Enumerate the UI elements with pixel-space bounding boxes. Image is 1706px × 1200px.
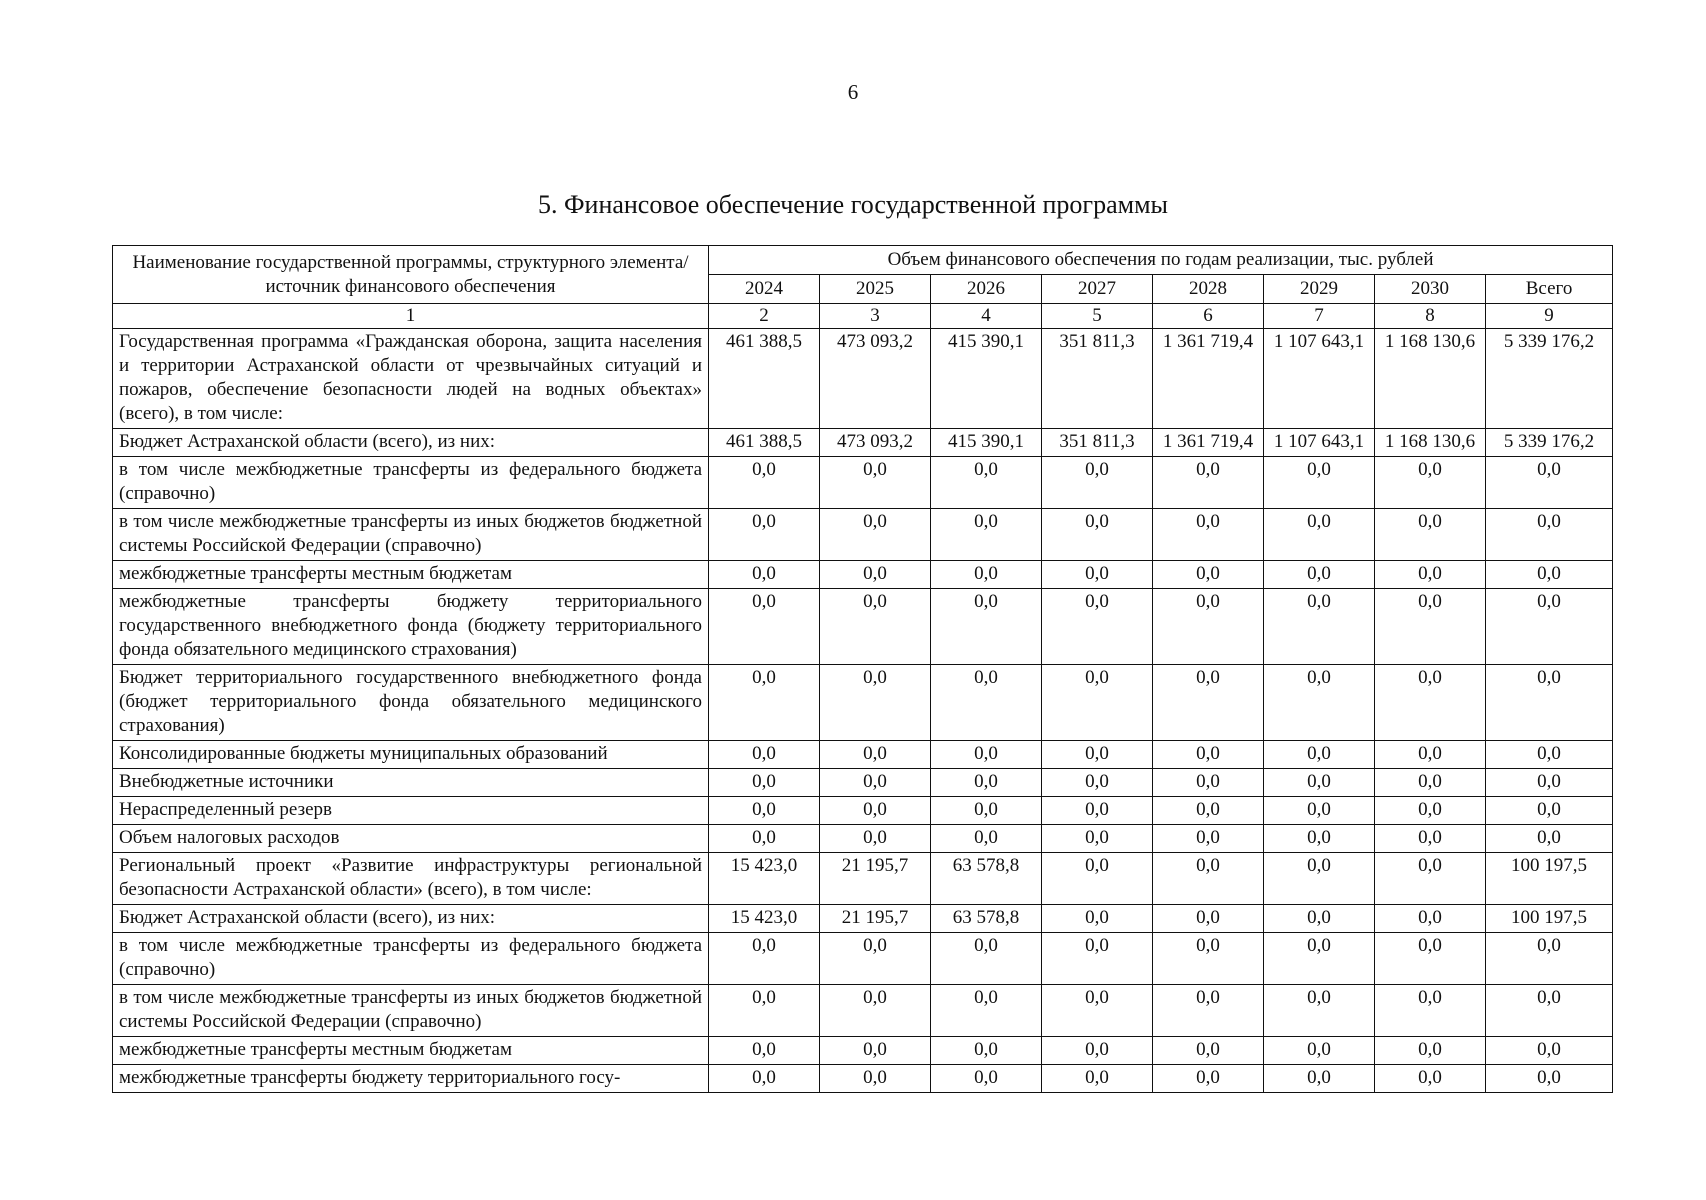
row-value-cell: 21 195,7 [820,905,931,933]
row-total-cell: 0,0 [1486,741,1613,769]
section-title: 5. Финансовое обеспечение государственной программы [537,190,1169,219]
row-value-cell: 0,0 [1042,1037,1153,1065]
row-value-cell: 0,0 [820,825,931,853]
row-value-cell: 0,0 [1042,825,1153,853]
row-total-cell: 5 339 176,2 [1486,329,1613,429]
row-value-cell: 473 093,2 [820,429,931,457]
table-header [113,246,1613,304]
row-value-cell: 0,0 [1375,797,1486,825]
row-value-cell: 0,0 [709,665,820,741]
row-label: межбюджетные трансферты бюджету территориального государственного внебюджетного фонда (бюджету территориального фонда обязательного медицинского страхования) [113,589,709,665]
row-value-cell: 0,0 [1264,457,1375,509]
row-value-cell: 0,0 [931,457,1042,509]
table-row [113,1065,1613,1093]
row-value-cell: 0,0 [1042,509,1153,561]
row-value-cell: 0,0 [931,1065,1042,1093]
row-total-cell: 0,0 [1486,665,1613,741]
row-value-cell: 461 388,5 [709,429,820,457]
row-value-cell: 21 195,7 [820,853,931,905]
row-value-cell: 0,0 [1264,985,1375,1037]
table-row [113,825,1613,853]
row-value-cell: 15 423,0 [709,905,820,933]
column-number: 1 [113,304,709,329]
row-value-cell: 0,0 [931,769,1042,797]
row-value-cell: 351 811,3 [1042,329,1153,429]
row-value-cell: 0,0 [1153,1037,1264,1065]
table-row [113,769,1613,797]
row-value-cell: 1 107 643,1 [1264,429,1375,457]
row-value-cell: 0,0 [709,985,820,1037]
row-value-cell: 0,0 [1042,985,1153,1037]
table-body [113,304,1613,1093]
row-value-cell: 0,0 [1264,797,1375,825]
column-number-row [113,304,1613,329]
table-row [113,665,1613,741]
funding-volume-header: Объем финансового обеспечения по годам реализации, тыс. рублей [709,246,1613,275]
row-value-cell: 0,0 [1153,797,1264,825]
row-value-cell: 0,0 [1264,589,1375,665]
row-label: Государственная программа «Гражданская оборона, защита населения и территории Астраханской области от чрезвычайных ситуаций и пожаров, обеспечение безопасности людей на водных объектах» (всего), в том числе: [113,329,709,429]
row-value-cell: 0,0 [1264,905,1375,933]
row-value-cell: 0,0 [1375,985,1486,1037]
row-value-cell: 0,0 [709,797,820,825]
year-header: 2030 [1375,275,1486,304]
row-value-cell: 0,0 [931,797,1042,825]
row-value-cell: 63 578,8 [931,905,1042,933]
row-value-cell: 0,0 [1153,769,1264,797]
page-number: 6 [847,80,859,104]
row-value-cell: 0,0 [1042,905,1153,933]
total-header: Всего [1486,275,1613,304]
row-value-cell: 0,0 [1153,853,1264,905]
row-value-cell: 0,0 [820,985,931,1037]
row-value-cell: 0,0 [1042,797,1153,825]
year-header: 2028 [1153,275,1264,304]
column-number: 2 [709,304,820,329]
table-row [113,797,1613,825]
row-value-cell: 1 361 719,4 [1153,429,1264,457]
row-total-cell: 5 339 176,2 [1486,429,1613,457]
table-row [113,985,1613,1037]
row-value-cell: 0,0 [709,457,820,509]
row-label: Региональный проект «Развитие инфраструктуры региональной безопасности Астраханской области» (всего), в том числе: [113,853,709,905]
table-row [113,1037,1613,1065]
row-value-cell: 0,0 [1375,905,1486,933]
row-value-cell: 0,0 [931,825,1042,853]
row-value-cell: 0,0 [820,797,931,825]
row-label: Нераспределенный резерв [113,797,709,825]
row-value-cell: 0,0 [1153,985,1264,1037]
year-header: 2027 [1042,275,1153,304]
row-value-cell: 0,0 [709,509,820,561]
row-value-cell: 0,0 [709,769,820,797]
table-row [113,457,1613,509]
row-value-cell: 0,0 [1153,509,1264,561]
row-value-cell: 0,0 [931,741,1042,769]
table-row [113,509,1613,561]
row-value-cell: 0,0 [1375,1037,1486,1065]
row-value-cell: 0,0 [1153,905,1264,933]
row-value-cell: 0,0 [820,561,931,589]
row-total-cell: 0,0 [1486,457,1613,509]
row-value-cell: 0,0 [1153,825,1264,853]
row-value-cell: 415 390,1 [931,329,1042,429]
row-total-cell: 0,0 [1486,561,1613,589]
row-value-cell: 0,0 [1375,825,1486,853]
row-value-cell: 0,0 [1153,665,1264,741]
column-number: 8 [1375,304,1486,329]
row-value-cell: 0,0 [1264,665,1375,741]
row-value-cell: 0,0 [1153,457,1264,509]
table-row [113,429,1613,457]
row-value-cell: 0,0 [709,589,820,665]
column-number: 7 [1264,304,1375,329]
row-value-cell: 0,0 [820,741,931,769]
row-value-cell: 0,0 [931,561,1042,589]
row-value-cell: 0,0 [820,665,931,741]
table-row [113,589,1613,665]
row-label: межбюджетные трансферты местным бюджетам [113,1037,709,1065]
row-value-cell: 63 578,8 [931,853,1042,905]
row-value-cell: 0,0 [709,561,820,589]
name-column-header: Наименование государственной программы, структурного элемента/источник финансового обеспечения [113,246,709,304]
row-value-cell: 0,0 [1375,509,1486,561]
row-value-cell: 351 811,3 [1042,429,1153,457]
row-value-cell: 0,0 [709,1037,820,1065]
row-total-cell: 0,0 [1486,933,1613,985]
row-value-cell: 0,0 [709,825,820,853]
row-value-cell: 0,0 [1042,665,1153,741]
year-header: 2026 [931,275,1042,304]
row-value-cell: 0,0 [709,933,820,985]
row-total-cell: 100 197,5 [1486,905,1613,933]
row-total-cell: 0,0 [1486,825,1613,853]
row-value-cell: 415 390,1 [931,429,1042,457]
year-header: 2025 [820,275,931,304]
row-total-cell: 0,0 [1486,769,1613,797]
row-value-cell: 0,0 [1375,665,1486,741]
row-value-cell: 0,0 [1042,769,1153,797]
row-value-cell: 0,0 [1264,933,1375,985]
row-value-cell: 0,0 [820,1037,931,1065]
row-value-cell: 0,0 [931,985,1042,1037]
row-total-cell: 0,0 [1486,797,1613,825]
row-value-cell: 0,0 [1153,589,1264,665]
row-value-cell: 0,0 [820,509,931,561]
table-row [113,741,1613,769]
column-number: 4 [931,304,1042,329]
row-value-cell: 0,0 [709,1065,820,1093]
row-value-cell: 0,0 [820,1065,931,1093]
row-total-cell: 100 197,5 [1486,853,1613,905]
row-label: в том числе межбюджетные трансферты из федерального бюджета (справочно) [113,457,709,509]
row-value-cell: 0,0 [1042,561,1153,589]
row-value-cell: 0,0 [1375,561,1486,589]
row-value-cell: 0,0 [1264,509,1375,561]
row-total-cell: 0,0 [1486,985,1613,1037]
row-value-cell: 0,0 [820,589,931,665]
row-label: межбюджетные трансферты бюджету территориального госу- [113,1065,709,1093]
row-value-cell: 0,0 [1375,769,1486,797]
row-value-cell: 0,0 [1153,933,1264,985]
row-label: межбюджетные трансферты местным бюджетам [113,561,709,589]
row-value-cell: 1 361 719,4 [1153,329,1264,429]
row-value-cell: 1 168 130,6 [1375,329,1486,429]
column-number: 9 [1486,304,1613,329]
column-number: 3 [820,304,931,329]
row-value-cell: 461 388,5 [709,329,820,429]
row-value-cell: 0,0 [931,509,1042,561]
row-value-cell: 0,0 [1375,741,1486,769]
row-total-cell: 0,0 [1486,589,1613,665]
table-row [113,561,1613,589]
row-total-cell: 0,0 [1486,1065,1613,1093]
row-value-cell: 0,0 [1264,769,1375,797]
row-value-cell: 1 168 130,6 [1375,429,1486,457]
row-value-cell: 0,0 [1042,741,1153,769]
row-value-cell: 0,0 [820,769,931,797]
table-row [113,905,1613,933]
row-value-cell: 0,0 [1375,589,1486,665]
row-value-cell: 0,0 [931,933,1042,985]
column-number: 6 [1153,304,1264,329]
row-value-cell: 0,0 [931,665,1042,741]
row-value-cell: 473 093,2 [820,329,931,429]
row-value-cell: 0,0 [1042,589,1153,665]
row-label: Объем налоговых расходов [113,825,709,853]
row-total-cell: 0,0 [1486,509,1613,561]
table-row [113,329,1613,429]
table-row [113,853,1613,905]
financing-table [112,245,1613,1093]
row-value-cell: 0,0 [1264,1037,1375,1065]
row-value-cell: 0,0 [1375,933,1486,985]
row-value-cell: 0,0 [931,1037,1042,1065]
row-value-cell: 1 107 643,1 [1264,329,1375,429]
row-label: в том числе межбюджетные трансферты из иных бюджетов бюджетной системы Российской Федерации (справочно) [113,985,709,1037]
row-value-cell: 0,0 [1375,457,1486,509]
row-value-cell: 0,0 [820,457,931,509]
row-value-cell: 0,0 [1153,741,1264,769]
year-header: 2029 [1264,275,1375,304]
column-number: 5 [1042,304,1153,329]
row-value-cell: 0,0 [1042,853,1153,905]
row-value-cell: 0,0 [1042,933,1153,985]
row-label: Консолидированные бюджеты муниципальных образований [113,741,709,769]
row-value-cell: 0,0 [1264,825,1375,853]
row-value-cell: 0,0 [931,589,1042,665]
row-label: Внебюджетные источники [113,769,709,797]
row-value-cell: 15 423,0 [709,853,820,905]
row-value-cell: 0,0 [1153,1065,1264,1093]
row-label: Бюджет территориального государственного внебюджетного фонда (бюджет территориального фонда обязательного медицинского страхования) [113,665,709,741]
row-value-cell: 0,0 [1153,561,1264,589]
row-label: в том числе межбюджетные трансферты из иных бюджетов бюджетной системы Российской Федерации (справочно) [113,509,709,561]
row-total-cell: 0,0 [1486,1037,1613,1065]
row-value-cell: 0,0 [1264,853,1375,905]
row-value-cell: 0,0 [1264,561,1375,589]
row-label: Бюджет Астраханской области (всего), из них: [113,905,709,933]
row-label: Бюджет Астраханской области (всего), из них: [113,429,709,457]
row-value-cell: 0,0 [1375,1065,1486,1093]
row-label: в том числе межбюджетные трансферты из федерального бюджета (справочно) [113,933,709,985]
row-value-cell: 0,0 [1042,457,1153,509]
row-value-cell: 0,0 [709,741,820,769]
year-header: 2024 [709,275,820,304]
row-value-cell: 0,0 [1375,853,1486,905]
table-row [113,933,1613,985]
row-value-cell: 0,0 [1264,741,1375,769]
row-value-cell: 0,0 [820,933,931,985]
row-value-cell: 0,0 [1042,1065,1153,1093]
row-value-cell: 0,0 [1264,1065,1375,1093]
